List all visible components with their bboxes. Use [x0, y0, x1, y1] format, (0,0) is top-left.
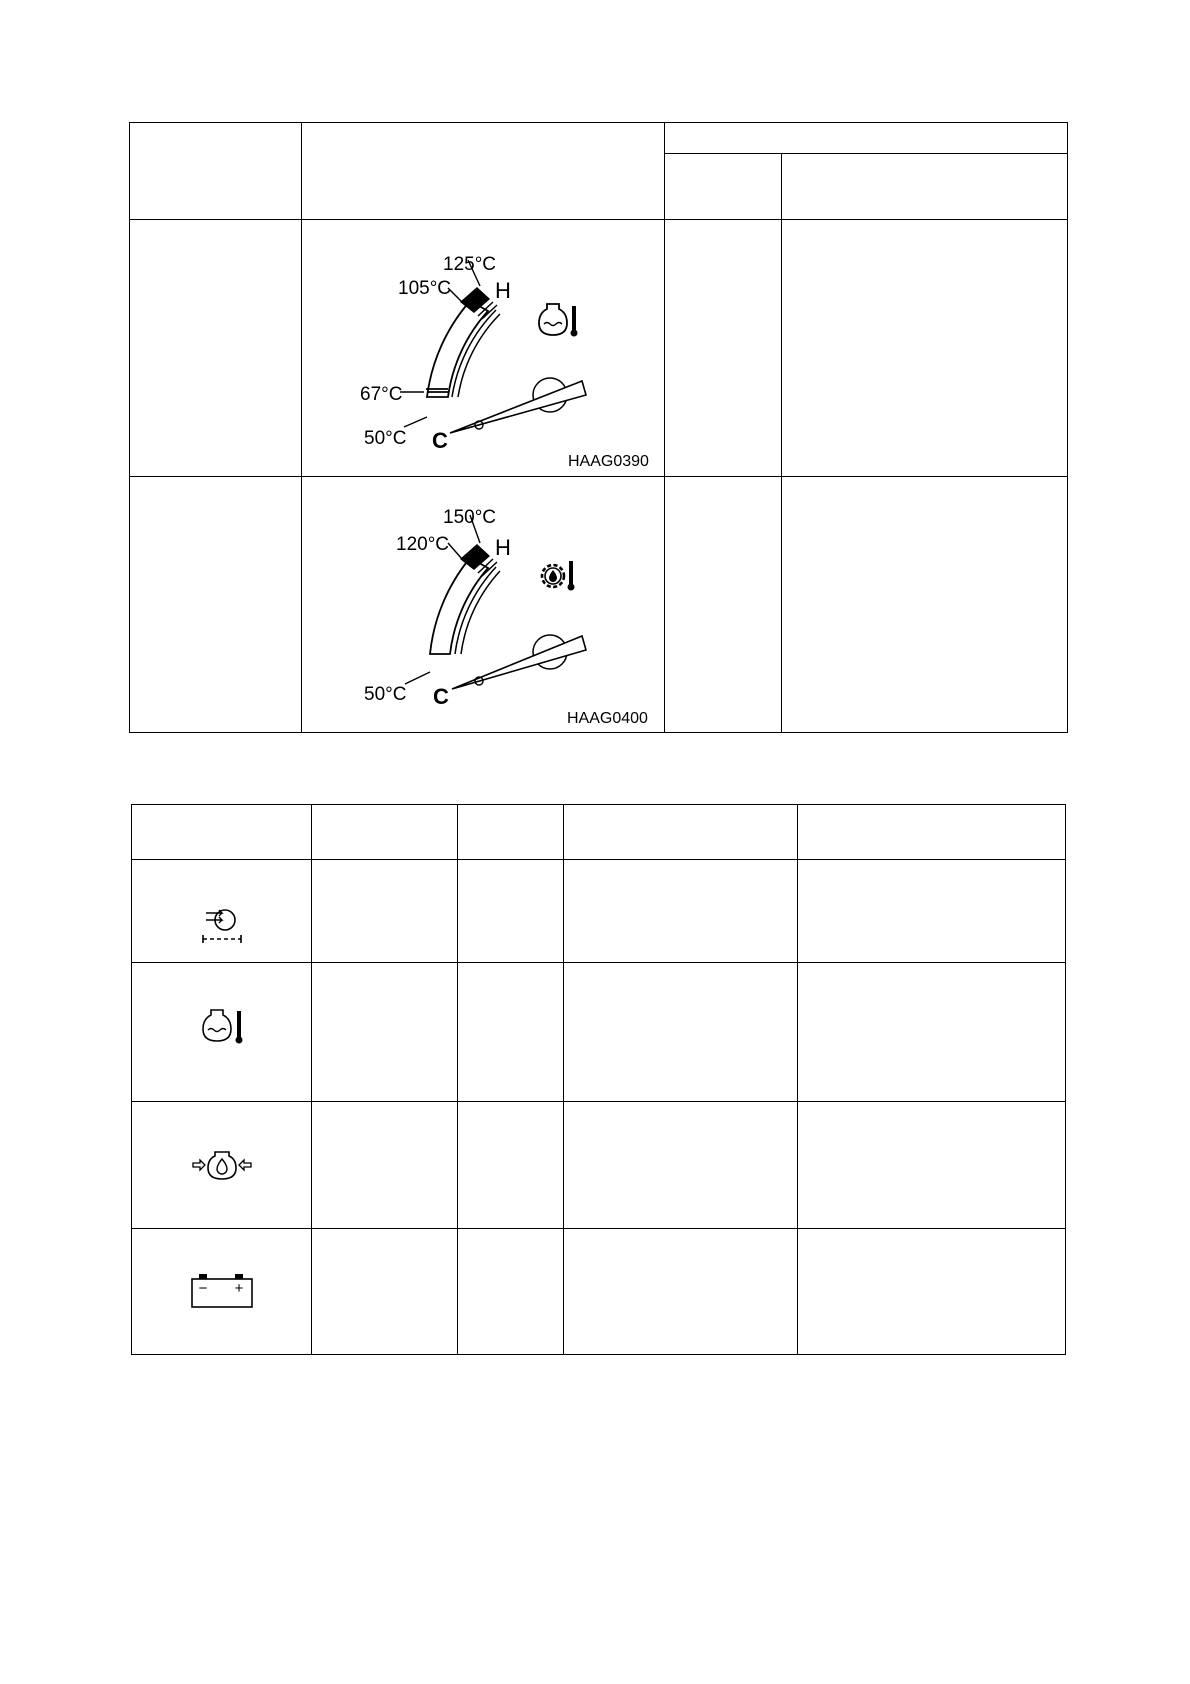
gauge-name-cell: [130, 477, 302, 733]
header-cell: [665, 123, 1068, 154]
gauge-name-cell: [130, 220, 302, 477]
header-cell: [132, 805, 312, 860]
table-cell: [458, 1229, 564, 1355]
gauge-label-top: 150°C: [443, 507, 497, 528]
transmission-temp-gauge: [302, 477, 665, 733]
hot-letter: H: [495, 278, 511, 303]
icon-cell: [132, 1229, 312, 1355]
engine-coolant-temperature-icon: [199, 1005, 245, 1047]
table-cell: [458, 1102, 564, 1229]
gauge-data-cell: [782, 477, 1068, 733]
table-cell: [564, 963, 798, 1102]
header-cell: [798, 805, 1066, 860]
table-cell: [458, 963, 564, 1102]
table-cell: [312, 1102, 458, 1229]
header-cell: [782, 154, 1068, 220]
gauge-data-cell: [782, 220, 1068, 477]
table-cell: [312, 860, 458, 963]
header-cell: [458, 805, 564, 860]
table-cell: [458, 860, 564, 963]
gauge-label-upper: 120°C: [396, 534, 450, 555]
table-row: [132, 1102, 1066, 1229]
table-cell: [564, 860, 798, 963]
figure-code: HAAG0390: [568, 453, 649, 470]
header-cell: [665, 154, 782, 220]
table-cell: [312, 1229, 458, 1355]
icon-cell: [132, 963, 312, 1102]
hot-letter: H: [495, 535, 511, 560]
battery-plus: +: [234, 1279, 243, 1297]
cold-letter: C: [432, 428, 448, 453]
transmission-oil-temperature-icon: [542, 561, 575, 591]
gauge-label-low: 50°C: [364, 428, 407, 449]
icon-cell: [132, 860, 312, 963]
gauge-label-top: 125°C: [443, 254, 497, 275]
table-cell: [798, 963, 1066, 1102]
header-cell: [564, 805, 798, 860]
air-cleaner-restriction-icon: [200, 903, 244, 949]
warning-lamp-table: [131, 804, 1066, 1355]
engine-coolant-temperature-icon: [539, 304, 578, 337]
table-cell: [312, 963, 458, 1102]
battery-minus: −: [198, 1279, 207, 1297]
header-cell: [312, 805, 458, 860]
table-cell: [564, 1102, 798, 1229]
coolant-temp-gauge-cell: [302, 220, 665, 477]
table-row: [132, 860, 1066, 963]
gauge-table: [129, 122, 1068, 733]
transmission-temp-gauge-cell: [302, 477, 665, 733]
table-cell: [798, 860, 1066, 963]
coolant-temp-gauge: [302, 220, 665, 477]
table-cell: [798, 1102, 1066, 1229]
battery-charge-icon: [190, 1273, 254, 1311]
table-row: [132, 963, 1066, 1102]
gauge-label-upper: 105°C: [398, 278, 452, 299]
header-cell: [302, 123, 665, 220]
gauge-data-cell: [665, 477, 782, 733]
gauge-label-mid: 67°C: [360, 384, 403, 405]
icon-cell: [132, 1102, 312, 1229]
gauge-data-cell: [665, 220, 782, 477]
table-row: [132, 1229, 1066, 1355]
gauge-label-low: 50°C: [364, 684, 407, 705]
table-cell: [798, 1229, 1066, 1355]
cold-letter: C: [433, 684, 449, 709]
figure-code: HAAG0400: [567, 710, 648, 727]
table-cell: [564, 1229, 798, 1355]
engine-oil-pressure-icon: [189, 1148, 255, 1182]
header-cell: [130, 123, 302, 220]
